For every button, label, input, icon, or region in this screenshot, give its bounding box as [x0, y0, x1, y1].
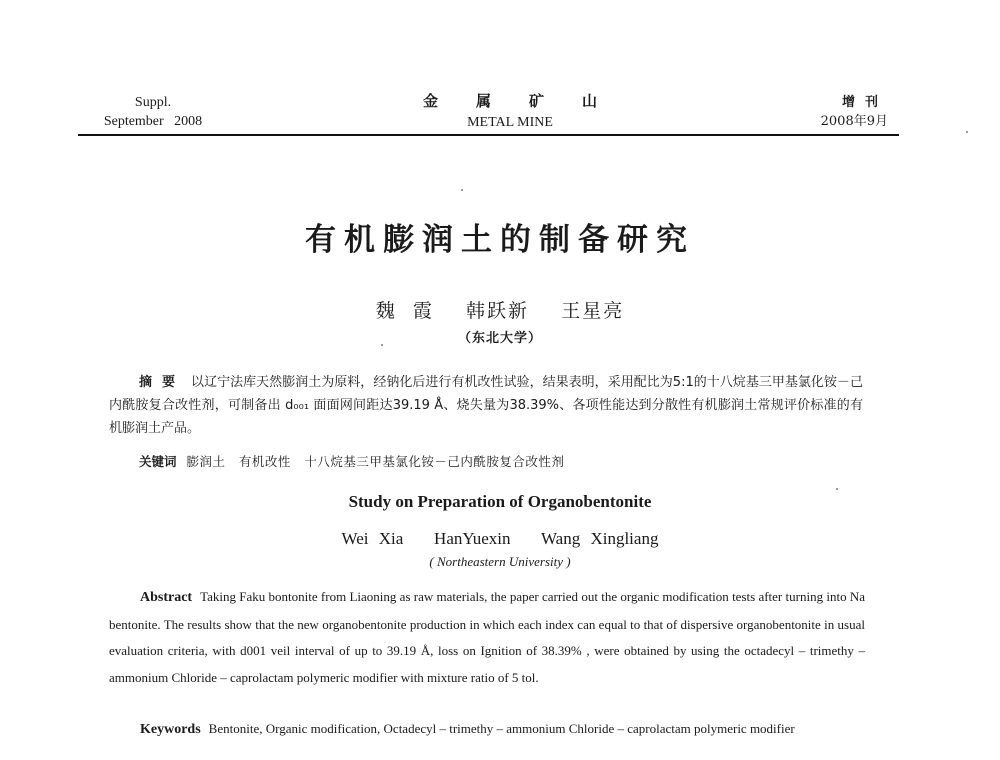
- abstract-en-text: Taking Faku bontonite from Liaoning as raw materials, the paper carried out the organic modification tests after turning into Na bentonite. The results show that the new organobentonite production in which each index can equal to that of dispersive organobentonite in usual evaluation criteria, with d001 veil interval of up to 39.19 Å, loss on Ignition of 38.39% , were obtained by using the octadecyl – trimethy – ammonium Chloride – caprolactam polymeric modifier with mixture ratio of 5 tol.: [109, 589, 865, 685]
- header-supplement-cn: 增刊: [841, 95, 888, 110]
- journal-name-en: METAL MINE: [467, 115, 553, 130]
- keywords-en-text: Bentonite, Organic modification, Octadecyl – trimethy – ammonium Chloride – caprolactam polymeric modifier: [208, 721, 795, 736]
- keywords-cn: [139, 452, 869, 472]
- paper-title-en: Study on Preparation of Organobentonite: [348, 492, 652, 511]
- abstract-en: [109, 584, 865, 691]
- affiliation-cn: （东北大学）: [457, 331, 542, 346]
- header-left: [88, 93, 218, 131]
- header-date-en: September 2008: [103, 114, 203, 129]
- keywords-cn-text: 膨润土 有机改性 十八烷基三甲基氯化铵－己内酰胺复合改性剂: [186, 454, 565, 469]
- keywords-en: [109, 716, 865, 743]
- header-date-cn: 2008年9月: [820, 114, 888, 129]
- header-suppl: Suppl.: [134, 95, 172, 110]
- scan-speck: [966, 131, 968, 133]
- scan-speck: [461, 189, 463, 191]
- scan-speck: [836, 488, 838, 490]
- abstract-en-label: Abstract: [140, 590, 193, 605]
- abstract-cn: [109, 371, 863, 440]
- abstract-cn-label: 摘要: [139, 375, 186, 390]
- paper-title-cn: 有机膨润土的制备研究: [305, 222, 695, 258]
- keywords-en-label: Keywords: [140, 722, 201, 737]
- abstract-cn-text: 以辽宁法库天然膨润土为原料，经钠化后进行有机改性试验，结果表明，采用配比为5:1的十八烷基三甲基氯化铵－己内酰胺复合改性剂，可制备出 d₀₀₁ 面面网间距达39.19 Å、烧失量为38.39%、各项性能达到分散性有机膨润土常规评价标准的有机膨润土产品。: [109, 375, 863, 436]
- journal-name-cn: 金属矿山: [422, 92, 635, 110]
- journal-name: [380, 90, 640, 132]
- affiliation-en: ( Northeastern University ): [429, 554, 571, 569]
- authors-en: Wei Xia HanYuexin Wang Xingliang: [341, 529, 659, 548]
- header-divider: [78, 134, 899, 136]
- keywords-cn-label: 关键词: [139, 454, 177, 469]
- header-right: [748, 93, 888, 131]
- authors-cn: 魏 霞 韩跃新 王星亮: [375, 300, 625, 322]
